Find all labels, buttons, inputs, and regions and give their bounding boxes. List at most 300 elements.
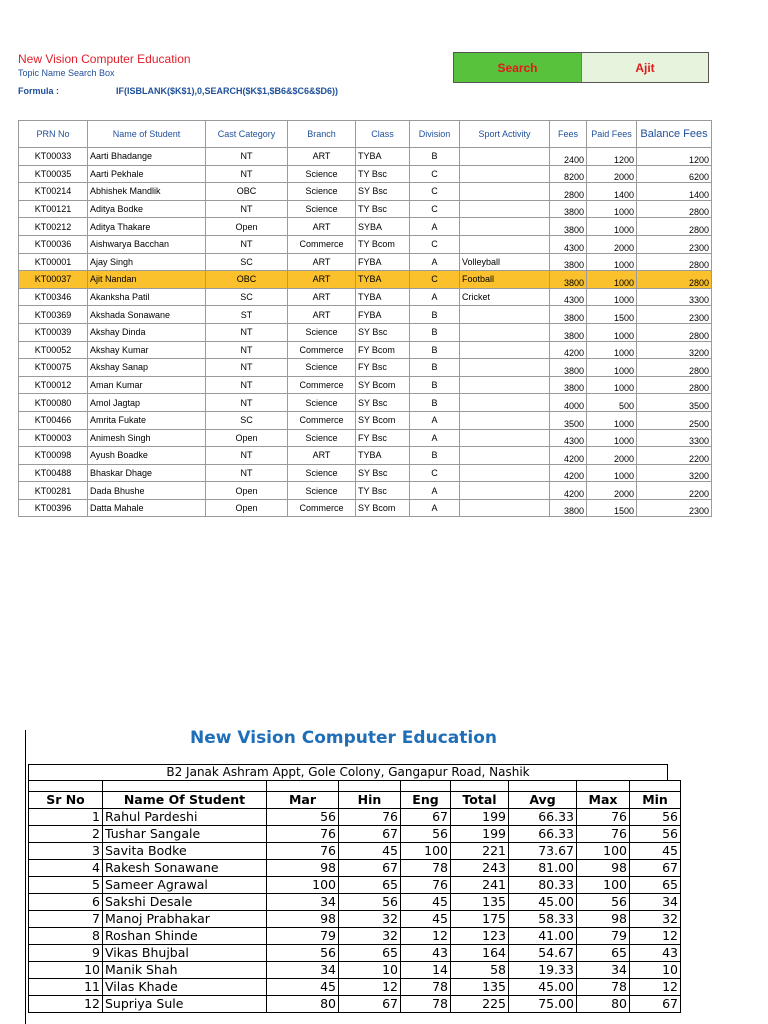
table-cell[interactable]: SY Bsc xyxy=(356,394,410,412)
table-cell[interactable]: OBC xyxy=(206,183,288,201)
table-cell[interactable]: 2800 xyxy=(550,183,587,201)
table-cell[interactable]: 1000 xyxy=(587,271,637,289)
table-cell[interactable]: 78 xyxy=(401,860,451,877)
table-cell[interactable]: 1400 xyxy=(637,183,712,201)
table-cell[interactable]: 8200 xyxy=(550,165,587,183)
table-cell[interactable]: KT00488 xyxy=(19,464,88,482)
table-cell[interactable]: 65 xyxy=(630,877,681,894)
table-cell[interactable]: 73.67 xyxy=(509,843,577,860)
table-cell[interactable]: NT xyxy=(206,323,288,341)
table-cell[interactable]: 67 xyxy=(339,826,401,843)
table-cell[interactable]: 1000 xyxy=(587,323,637,341)
table-cell[interactable]: 76 xyxy=(339,809,401,826)
table-cell[interactable]: Aditya Thakare xyxy=(88,218,206,236)
table-cell[interactable]: Manik Shah xyxy=(103,962,267,979)
table-cell[interactable]: Science xyxy=(288,359,356,377)
table-cell[interactable]: FY Bsc xyxy=(356,359,410,377)
table-cell[interactable]: 81.00 xyxy=(509,860,577,877)
table-cell[interactable]: 2 xyxy=(29,826,103,843)
table-cell[interactable]: C xyxy=(410,235,460,253)
table-cell[interactable]: Animesh Singh xyxy=(88,429,206,447)
table-cell[interactable]: Ayush Boadke xyxy=(88,447,206,465)
table-cell[interactable]: Open xyxy=(206,482,288,500)
table-cell[interactable]: 4 xyxy=(29,860,103,877)
table-cell[interactable]: SY Bsc xyxy=(356,183,410,201)
table-cell[interactable]: 4300 xyxy=(550,288,587,306)
table-cell[interactable]: 32 xyxy=(339,928,401,945)
table-cell[interactable]: Open xyxy=(206,218,288,236)
table-cell[interactable]: 2800 xyxy=(637,200,712,218)
table-cell[interactable]: C xyxy=(410,200,460,218)
table-cell[interactable]: 3800 xyxy=(550,323,587,341)
table-cell[interactable]: 4300 xyxy=(550,235,587,253)
table-cell[interactable] xyxy=(460,306,550,324)
table-cell[interactable]: 100 xyxy=(401,843,451,860)
table-cell[interactable]: Roshan Shinde xyxy=(103,928,267,945)
table-cell[interactable]: Savita Bodke xyxy=(103,843,267,860)
table-cell[interactable]: KT00212 xyxy=(19,218,88,236)
table-cell[interactable]: SY Bcom xyxy=(356,376,410,394)
table-cell[interactable]: 34 xyxy=(267,894,339,911)
table-cell[interactable]: 1000 xyxy=(587,429,637,447)
table-cell[interactable]: 500 xyxy=(587,394,637,412)
table-cell[interactable]: 6 xyxy=(29,894,103,911)
table-cell[interactable]: 79 xyxy=(577,928,630,945)
table-cell[interactable]: 135 xyxy=(451,979,509,996)
table-cell[interactable]: 98 xyxy=(267,911,339,928)
table-cell[interactable]: FY Bcom xyxy=(356,341,410,359)
table-cell[interactable]: Aman Kumar xyxy=(88,376,206,394)
table-cell[interactable]: 1 xyxy=(29,809,103,826)
table-cell[interactable]: 58 xyxy=(451,962,509,979)
table-cell[interactable]: 1000 xyxy=(587,464,637,482)
table-cell[interactable]: KT00052 xyxy=(19,341,88,359)
table-cell[interactable]: B xyxy=(410,341,460,359)
table-cell[interactable]: Science xyxy=(288,165,356,183)
table-cell[interactable]: KT00396 xyxy=(19,499,88,517)
table-cell[interactable]: KT00035 xyxy=(19,165,88,183)
table-cell[interactable]: 3800 xyxy=(550,200,587,218)
table-cell[interactable]: 19.33 xyxy=(509,962,577,979)
table-cell[interactable] xyxy=(460,482,550,500)
table-cell[interactable]: Science xyxy=(288,183,356,201)
table-cell[interactable]: 3800 xyxy=(550,253,587,271)
table-cell[interactable]: 56 xyxy=(577,894,630,911)
table-cell[interactable]: Bhaskar Dhage xyxy=(88,464,206,482)
table-cell[interactable]: 78 xyxy=(401,996,451,1013)
table-cell[interactable]: 67 xyxy=(630,860,681,877)
table-cell[interactable]: FYBA xyxy=(356,306,410,324)
table-cell[interactable]: 100 xyxy=(577,877,630,894)
table-cell[interactable]: NT xyxy=(206,394,288,412)
table-cell[interactable]: KT00369 xyxy=(19,306,88,324)
table-cell[interactable]: A xyxy=(410,429,460,447)
table-cell[interactable]: Ajit Nandan xyxy=(88,271,206,289)
table-cell[interactable]: Open xyxy=(206,499,288,517)
table-cell[interactable]: NT xyxy=(206,359,288,377)
table-cell[interactable]: 3500 xyxy=(637,394,712,412)
table-cell[interactable]: 76 xyxy=(267,826,339,843)
table-cell[interactable]: KT00075 xyxy=(19,359,88,377)
table-cell[interactable]: B xyxy=(410,306,460,324)
table-cell[interactable]: 65 xyxy=(339,877,401,894)
table-cell[interactable]: 3800 xyxy=(550,271,587,289)
table-cell[interactable]: KT00466 xyxy=(19,411,88,429)
table-cell[interactable]: 66.33 xyxy=(509,826,577,843)
table-cell[interactable]: 2000 xyxy=(587,447,637,465)
table-cell[interactable]: ART xyxy=(288,447,356,465)
table-cell[interactable]: 2000 xyxy=(587,235,637,253)
table-cell[interactable]: ART xyxy=(288,218,356,236)
table-cell[interactable]: Akshay Sanap xyxy=(88,359,206,377)
table-cell[interactable]: 11 xyxy=(29,979,103,996)
table-cell[interactable]: A xyxy=(410,288,460,306)
table-cell[interactable]: Open xyxy=(206,429,288,447)
table-cell[interactable]: Commerce xyxy=(288,341,356,359)
table-cell[interactable]: Cricket xyxy=(460,288,550,306)
table-cell[interactable]: 1000 xyxy=(587,218,637,236)
table-cell[interactable]: 2000 xyxy=(587,165,637,183)
table-cell[interactable]: 2500 xyxy=(637,411,712,429)
table-cell[interactable]: ART xyxy=(288,253,356,271)
table-cell[interactable]: Akanksha Patil xyxy=(88,288,206,306)
table-cell[interactable]: Science xyxy=(288,464,356,482)
table-cell[interactable]: 225 xyxy=(451,996,509,1013)
table-cell[interactable]: 2000 xyxy=(587,482,637,500)
table-cell[interactable]: 2300 xyxy=(637,306,712,324)
table-cell[interactable]: 14 xyxy=(401,962,451,979)
table-cell[interactable]: B xyxy=(410,148,460,166)
table-cell[interactable]: 75.00 xyxy=(509,996,577,1013)
table-cell[interactable]: Volleyball xyxy=(460,253,550,271)
table-cell[interactable]: 8 xyxy=(29,928,103,945)
table-cell[interactable] xyxy=(460,183,550,201)
table-cell[interactable]: Supriya Sule xyxy=(103,996,267,1013)
table-cell[interactable]: NT xyxy=(206,464,288,482)
table-cell[interactable]: Commerce xyxy=(288,235,356,253)
table-cell[interactable]: 2800 xyxy=(637,376,712,394)
table-cell[interactable]: 199 xyxy=(451,826,509,843)
table-cell[interactable] xyxy=(460,218,550,236)
table-cell[interactable]: Amol Jagtap xyxy=(88,394,206,412)
table-cell[interactable] xyxy=(460,411,550,429)
table-cell[interactable]: 3800 xyxy=(550,499,587,517)
table-cell[interactable]: 3800 xyxy=(550,306,587,324)
table-cell[interactable]: NT xyxy=(206,165,288,183)
table-cell[interactable]: KT00003 xyxy=(19,429,88,447)
table-cell[interactable]: 2800 xyxy=(637,253,712,271)
table-cell[interactable]: TY Bsc xyxy=(356,482,410,500)
table-cell[interactable] xyxy=(460,376,550,394)
table-cell[interactable]: B xyxy=(410,447,460,465)
table-cell[interactable]: ART xyxy=(288,148,356,166)
table-cell[interactable]: 65 xyxy=(339,945,401,962)
table-cell[interactable]: 76 xyxy=(577,809,630,826)
table-cell[interactable]: 32 xyxy=(630,911,681,928)
table-cell[interactable]: 4200 xyxy=(550,464,587,482)
table-cell[interactable]: 45.00 xyxy=(509,894,577,911)
table-cell[interactable]: KT00121 xyxy=(19,200,88,218)
table-cell[interactable]: 100 xyxy=(577,843,630,860)
table-cell[interactable]: 67 xyxy=(339,996,401,1013)
table-cell[interactable] xyxy=(460,394,550,412)
table-cell[interactable]: Science xyxy=(288,482,356,500)
table-cell[interactable]: 3800 xyxy=(550,359,587,377)
table-cell[interactable] xyxy=(460,148,550,166)
table-cell[interactable]: FYBA xyxy=(356,253,410,271)
table-cell[interactable]: 4200 xyxy=(550,482,587,500)
table-cell[interactable]: Manoj Prabhakar xyxy=(103,911,267,928)
table-cell[interactable]: 56 xyxy=(630,809,681,826)
table-cell[interactable]: 56 xyxy=(267,945,339,962)
table-cell[interactable]: 98 xyxy=(577,860,630,877)
table-cell[interactable]: Science xyxy=(288,323,356,341)
table-cell[interactable]: Akshay Dinda xyxy=(88,323,206,341)
table-cell[interactable]: 80.33 xyxy=(509,877,577,894)
table-cell[interactable]: KT00036 xyxy=(19,235,88,253)
table-cell[interactable]: SY Bcom xyxy=(356,411,410,429)
table-cell[interactable]: SY Bsc xyxy=(356,323,410,341)
table-cell[interactable]: 10 xyxy=(29,962,103,979)
table-cell[interactable]: 4000 xyxy=(550,394,587,412)
table-cell[interactable]: 1000 xyxy=(587,359,637,377)
table-cell[interactable]: NT xyxy=(206,200,288,218)
table-cell[interactable]: Datta Mahale xyxy=(88,499,206,517)
table-cell[interactable]: 45 xyxy=(339,843,401,860)
table-cell[interactable]: B xyxy=(410,376,460,394)
table-cell[interactable]: Aarti Bhadange xyxy=(88,148,206,166)
table-cell[interactable]: 43 xyxy=(401,945,451,962)
table-cell[interactable]: Football xyxy=(460,271,550,289)
table-cell[interactable]: 3200 xyxy=(637,464,712,482)
table-cell[interactable]: 3800 xyxy=(550,376,587,394)
table-cell[interactable]: B xyxy=(410,323,460,341)
table-cell[interactable]: 2400 xyxy=(550,148,587,166)
table-cell[interactable]: Rahul Pardeshi xyxy=(103,809,267,826)
table-cell[interactable]: KT00033 xyxy=(19,148,88,166)
table-cell[interactable]: 56 xyxy=(630,826,681,843)
table-cell[interactable]: SC xyxy=(206,253,288,271)
table-cell[interactable]: ART xyxy=(288,288,356,306)
table-cell[interactable]: 2800 xyxy=(637,359,712,377)
table-cell[interactable]: SYBA xyxy=(356,218,410,236)
table-cell[interactable]: Sakshi Desale xyxy=(103,894,267,911)
table-cell[interactable]: NT xyxy=(206,447,288,465)
table-cell[interactable]: 45.00 xyxy=(509,979,577,996)
table-cell[interactable]: 5 xyxy=(29,877,103,894)
table-cell[interactable]: 3300 xyxy=(637,288,712,306)
table-cell[interactable]: TYBA xyxy=(356,447,410,465)
table-cell[interactable]: A xyxy=(410,218,460,236)
table-cell[interactable]: 1400 xyxy=(587,183,637,201)
table-cell[interactable]: 123 xyxy=(451,928,509,945)
table-cell[interactable]: 32 xyxy=(339,911,401,928)
table-cell[interactable]: Science xyxy=(288,429,356,447)
table-cell[interactable]: 241 xyxy=(451,877,509,894)
table-cell[interactable]: 54.67 xyxy=(509,945,577,962)
table-cell[interactable]: A xyxy=(410,499,460,517)
table-cell[interactable]: Tushar Sangale xyxy=(103,826,267,843)
table-cell[interactable]: 58.33 xyxy=(509,911,577,928)
table-cell[interactable]: C xyxy=(410,165,460,183)
table-cell[interactable]: NT xyxy=(206,148,288,166)
table-cell[interactable] xyxy=(460,359,550,377)
table-cell[interactable]: 78 xyxy=(401,979,451,996)
table-cell[interactable]: SC xyxy=(206,411,288,429)
table-cell[interactable]: 2200 xyxy=(637,447,712,465)
table-cell[interactable]: 1000 xyxy=(587,253,637,271)
table-cell[interactable] xyxy=(460,323,550,341)
table-cell[interactable]: 67 xyxy=(401,809,451,826)
table-cell[interactable]: Vikas Bhujbal xyxy=(103,945,267,962)
table-cell[interactable]: 76 xyxy=(577,826,630,843)
table-cell[interactable] xyxy=(460,165,550,183)
table-cell[interactable]: 76 xyxy=(401,877,451,894)
table-cell[interactable]: 2800 xyxy=(637,218,712,236)
table-cell[interactable]: OBC xyxy=(206,271,288,289)
table-cell[interactable]: 1200 xyxy=(637,148,712,166)
table-cell[interactable]: C xyxy=(410,271,460,289)
table-cell[interactable]: 3 xyxy=(29,843,103,860)
table-cell[interactable]: TY Bsc xyxy=(356,200,410,218)
table-cell[interactable]: 221 xyxy=(451,843,509,860)
table-cell[interactable]: Science xyxy=(288,200,356,218)
table-cell[interactable]: Akshay Kumar xyxy=(88,341,206,359)
table-cell[interactable] xyxy=(460,464,550,482)
table-cell[interactable]: KT00214 xyxy=(19,183,88,201)
table-cell[interactable]: KT00039 xyxy=(19,323,88,341)
table-cell[interactable]: 199 xyxy=(451,809,509,826)
table-cell[interactable]: B xyxy=(410,359,460,377)
table-cell[interactable]: 2800 xyxy=(637,271,712,289)
table-cell[interactable]: Sameer Agrawal xyxy=(103,877,267,894)
table-cell[interactable]: 2300 xyxy=(637,499,712,517)
table-cell[interactable]: C xyxy=(410,183,460,201)
table-cell[interactable]: NT xyxy=(206,376,288,394)
table-cell[interactable]: 45 xyxy=(630,843,681,860)
table-cell[interactable]: TYBA xyxy=(356,288,410,306)
table-cell[interactable]: SY Bcom xyxy=(356,499,410,517)
table-cell[interactable]: 10 xyxy=(339,962,401,979)
table-cell[interactable]: 2800 xyxy=(637,323,712,341)
table-cell[interactable]: 4200 xyxy=(550,341,587,359)
table-cell[interactable]: 243 xyxy=(451,860,509,877)
table-cell[interactable]: 12 xyxy=(339,979,401,996)
table-cell[interactable]: 34 xyxy=(577,962,630,979)
table-cell[interactable]: 98 xyxy=(577,911,630,928)
table-cell[interactable]: Amrita Fukate xyxy=(88,411,206,429)
table-cell[interactable]: Vilas Khade xyxy=(103,979,267,996)
table-cell[interactable]: 12 xyxy=(401,928,451,945)
table-cell[interactable]: A xyxy=(410,482,460,500)
table-cell[interactable]: KT00098 xyxy=(19,447,88,465)
table-cell[interactable]: B xyxy=(410,394,460,412)
table-cell[interactable]: ART xyxy=(288,306,356,324)
table-cell[interactable]: 80 xyxy=(267,996,339,1013)
table-cell[interactable]: KT00001 xyxy=(19,253,88,271)
table-cell[interactable]: 1000 xyxy=(587,288,637,306)
table-cell[interactable]: 34 xyxy=(267,962,339,979)
table-cell[interactable] xyxy=(460,429,550,447)
table-cell[interactable]: 67 xyxy=(339,860,401,877)
table-cell[interactable]: 78 xyxy=(577,979,630,996)
table-cell[interactable]: NT xyxy=(206,341,288,359)
table-cell[interactable]: NT xyxy=(206,235,288,253)
table-cell[interactable]: 10 xyxy=(630,962,681,979)
table-cell[interactable]: Aarti Pekhale xyxy=(88,165,206,183)
table-cell[interactable]: 1000 xyxy=(587,376,637,394)
table-cell[interactable]: 45 xyxy=(401,911,451,928)
table-cell[interactable]: TY Bcom xyxy=(356,235,410,253)
table-cell[interactable]: ART xyxy=(288,271,356,289)
table-cell[interactable]: 76 xyxy=(267,843,339,860)
table-cell[interactable] xyxy=(460,341,550,359)
table-cell[interactable]: 34 xyxy=(630,894,681,911)
table-cell[interactable]: ST xyxy=(206,306,288,324)
table-cell[interactable]: KT00037 xyxy=(19,271,88,289)
table-cell[interactable]: KT00012 xyxy=(19,376,88,394)
table-cell[interactable] xyxy=(460,235,550,253)
table-cell[interactable]: 43 xyxy=(630,945,681,962)
table-cell[interactable]: Commerce xyxy=(288,499,356,517)
table-cell[interactable]: A xyxy=(410,411,460,429)
table-cell[interactable]: SY Bsc xyxy=(356,464,410,482)
table-cell[interactable]: Ajay Singh xyxy=(88,253,206,271)
table-cell[interactable]: C xyxy=(410,464,460,482)
table-cell[interactable]: 2200 xyxy=(637,482,712,500)
table-cell[interactable]: 80 xyxy=(577,996,630,1013)
table-cell[interactable]: 100 xyxy=(267,877,339,894)
table-cell[interactable]: 1500 xyxy=(587,499,637,517)
table-cell[interactable]: Rakesh Sonawane xyxy=(103,860,267,877)
table-cell[interactable]: 1200 xyxy=(587,148,637,166)
table-cell[interactable] xyxy=(460,200,550,218)
table-cell[interactable]: 56 xyxy=(401,826,451,843)
table-cell[interactable]: 41.00 xyxy=(509,928,577,945)
table-cell[interactable]: TYBA xyxy=(356,271,410,289)
table-cell[interactable]: 98 xyxy=(267,860,339,877)
table-cell[interactable]: 4200 xyxy=(550,447,587,465)
table-cell[interactable]: 65 xyxy=(577,945,630,962)
table-cell[interactable]: 12 xyxy=(630,928,681,945)
table-cell[interactable] xyxy=(460,499,550,517)
table-cell[interactable]: Commerce xyxy=(288,411,356,429)
table-cell[interactable]: 1500 xyxy=(587,306,637,324)
table-cell[interactable]: 67 xyxy=(630,996,681,1013)
table-cell[interactable]: 56 xyxy=(267,809,339,826)
table-cell[interactable]: 164 xyxy=(451,945,509,962)
table-cell[interactable]: 135 xyxy=(451,894,509,911)
table-cell[interactable]: KT00281 xyxy=(19,482,88,500)
table-cell[interactable]: 2300 xyxy=(637,235,712,253)
table-cell[interactable]: A xyxy=(410,253,460,271)
table-cell[interactable]: 175 xyxy=(451,911,509,928)
table-cell[interactable]: 12 xyxy=(630,979,681,996)
table-cell[interactable]: KT00346 xyxy=(19,288,88,306)
table-cell[interactable]: 1000 xyxy=(587,411,637,429)
table-cell[interactable]: 3500 xyxy=(550,411,587,429)
table-cell[interactable]: TY Bsc xyxy=(356,165,410,183)
table-cell[interactable]: 1000 xyxy=(587,341,637,359)
table-cell[interactable]: 7 xyxy=(29,911,103,928)
table-cell[interactable]: Dada Bhushe xyxy=(88,482,206,500)
table-cell[interactable]: 12 xyxy=(29,996,103,1013)
table-cell[interactable]: 3200 xyxy=(637,341,712,359)
table-cell[interactable]: 1000 xyxy=(587,200,637,218)
search-value-cell[interactable]: Ajit xyxy=(582,53,708,82)
table-cell[interactable] xyxy=(460,447,550,465)
table-cell[interactable]: 45 xyxy=(401,894,451,911)
